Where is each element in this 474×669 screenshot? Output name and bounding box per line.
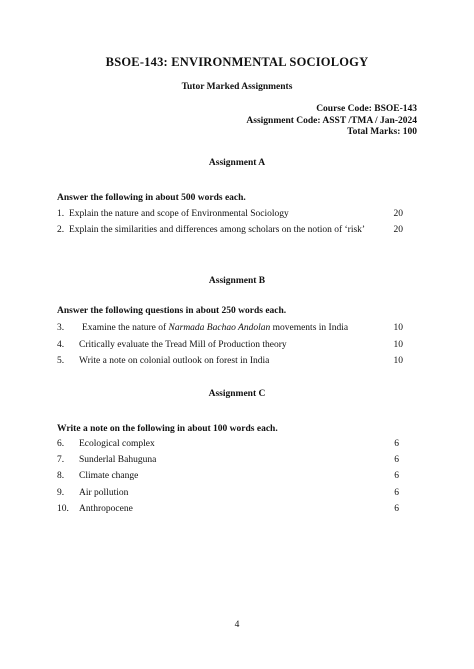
question-row (57, 356, 403, 370)
question-number: 10. (57, 504, 69, 514)
question-number: 8. (57, 471, 65, 481)
question-number: 4. (57, 340, 65, 350)
question-row (57, 504, 403, 518)
question-marks: 10 (393, 356, 403, 366)
question-text: Critically evaluate the Tread Mill of Production theory (79, 340, 287, 350)
question-marks: 10 (393, 323, 403, 333)
question-number: 1. (57, 209, 65, 219)
question-text: Air pollution (79, 488, 129, 498)
question-row (57, 340, 403, 354)
assignment-code: Assignment Code: ASST /TMA / Jan-2024 (246, 115, 417, 126)
question-number: 3. (57, 323, 65, 333)
question-marks: 6 (394, 439, 399, 449)
question-row (57, 455, 403, 469)
question-row (57, 488, 403, 502)
question-number: 5. (57, 356, 65, 366)
course-meta (246, 104, 417, 139)
question-marks: 20 (393, 225, 403, 235)
question-marks: 6 (394, 471, 399, 481)
section-instruction-b: Answer the following questions in about 250 words each. (57, 306, 287, 316)
course-code: Course Code: BSOE-143 (316, 104, 417, 114)
question-text: Explain the similarities and differences among scholars on the notion of ‘risk’ (69, 225, 366, 235)
question-row (57, 225, 403, 239)
question-text: Climate change (79, 471, 139, 481)
page-subtitle: Tutor Marked Assignments (181, 82, 293, 92)
question-marks: 6 (394, 504, 399, 514)
question-text (82, 323, 348, 333)
page-number: 4 (234, 620, 240, 630)
question-number: 2. (57, 225, 65, 235)
page-title: BSOE-143: ENVIRONMENTAL SOCIOLOGY (105, 55, 369, 69)
question-text-start: Examine the nature of (82, 323, 169, 333)
section-instruction-a: Answer the following in about 500 words each. (57, 193, 246, 203)
section-heading-a: Assignment A (208, 158, 266, 168)
question-marks: 20 (393, 209, 403, 219)
question-row (57, 209, 403, 223)
question-marks: 6 (394, 488, 399, 498)
section-heading-b: Assignment B (208, 276, 266, 286)
question-text: Ecological complex (79, 439, 155, 449)
question-text: Sunderlal Bahuguna (79, 455, 157, 465)
question-row (57, 439, 403, 453)
question-row (57, 323, 403, 337)
question-text: Anthropocene (79, 504, 133, 514)
question-marks: 6 (394, 455, 399, 465)
question-number: 6. (57, 439, 65, 449)
question-text: Write a note on colonial outlook on forest in India (79, 356, 270, 366)
question-row (57, 471, 403, 485)
section-heading-c: Assignment C (208, 389, 266, 399)
question-text-end: movements in India (270, 323, 349, 333)
question-marks: 10 (393, 340, 403, 350)
question-text: Explain the nature and scope of Environmental Sociology (69, 209, 289, 219)
total-marks: Total Marks: 100 (347, 127, 417, 138)
movement-name: Narmada Bachao Andolan (168, 323, 271, 333)
question-number: 9. (57, 488, 65, 498)
question-number: 7. (57, 455, 65, 465)
section-instruction-c: Write a note on the following in about 100 words each. (57, 424, 278, 434)
